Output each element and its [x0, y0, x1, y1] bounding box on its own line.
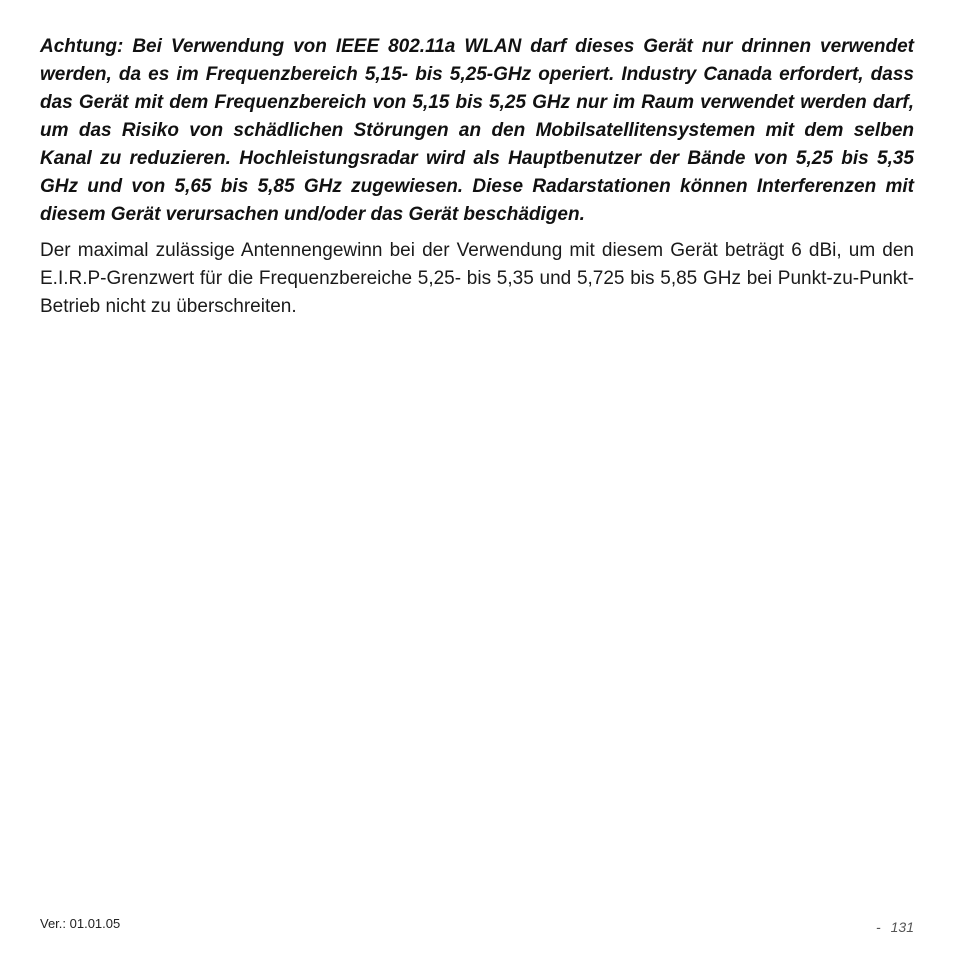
antenna-gain-paragraph: Der maximal zulässige Antennengewinn bei der Verwendung mit diesem Gerät beträgt 6 dBi, um den E.I.R.P-Grenzwert für die Frequenzbereiche 5,25- bis 5,35 und 5,725 bis 5,85 GHz bei Punkt-zu-Punkt-Betrieb nicht zu überschreiten.	[40, 240, 914, 317]
page-content	[40, 33, 914, 321]
warning-paragraph: Achtung: Bei Verwendung von IEEE 802.11a WLAN darf dieses Gerät nur drinnen verwendet werden, da es im Frequenzbereich 5,15- bis 5,25-GHz operiert. Industry Canada erfordert, dass das Gerät mit dem Frequenzbereich von 5,15 bis 5,25 GHz nur im Raum verwendet werden darf, um das Risiko von schädlichen Störungen an den Mobilsatellitensystemen mit dem selben Kanal zu reduzieren. Hochleistungsradar wird als Hauptbenutzer der Bände von 5,25 bis 5,35 GHz und von 5,65 bis 5,85 GHz zugewiesen. Diese Radarstationen können Interferenzen mit diesem Gerät verursachen und/oder das Gerät beschädigen.	[40, 36, 914, 225]
page-number-footer	[876, 919, 914, 935]
version-label: Ver.: 01.01.05	[40, 916, 121, 931]
page-number: 131	[890, 919, 914, 935]
page-number-dash: -	[875, 919, 881, 935]
